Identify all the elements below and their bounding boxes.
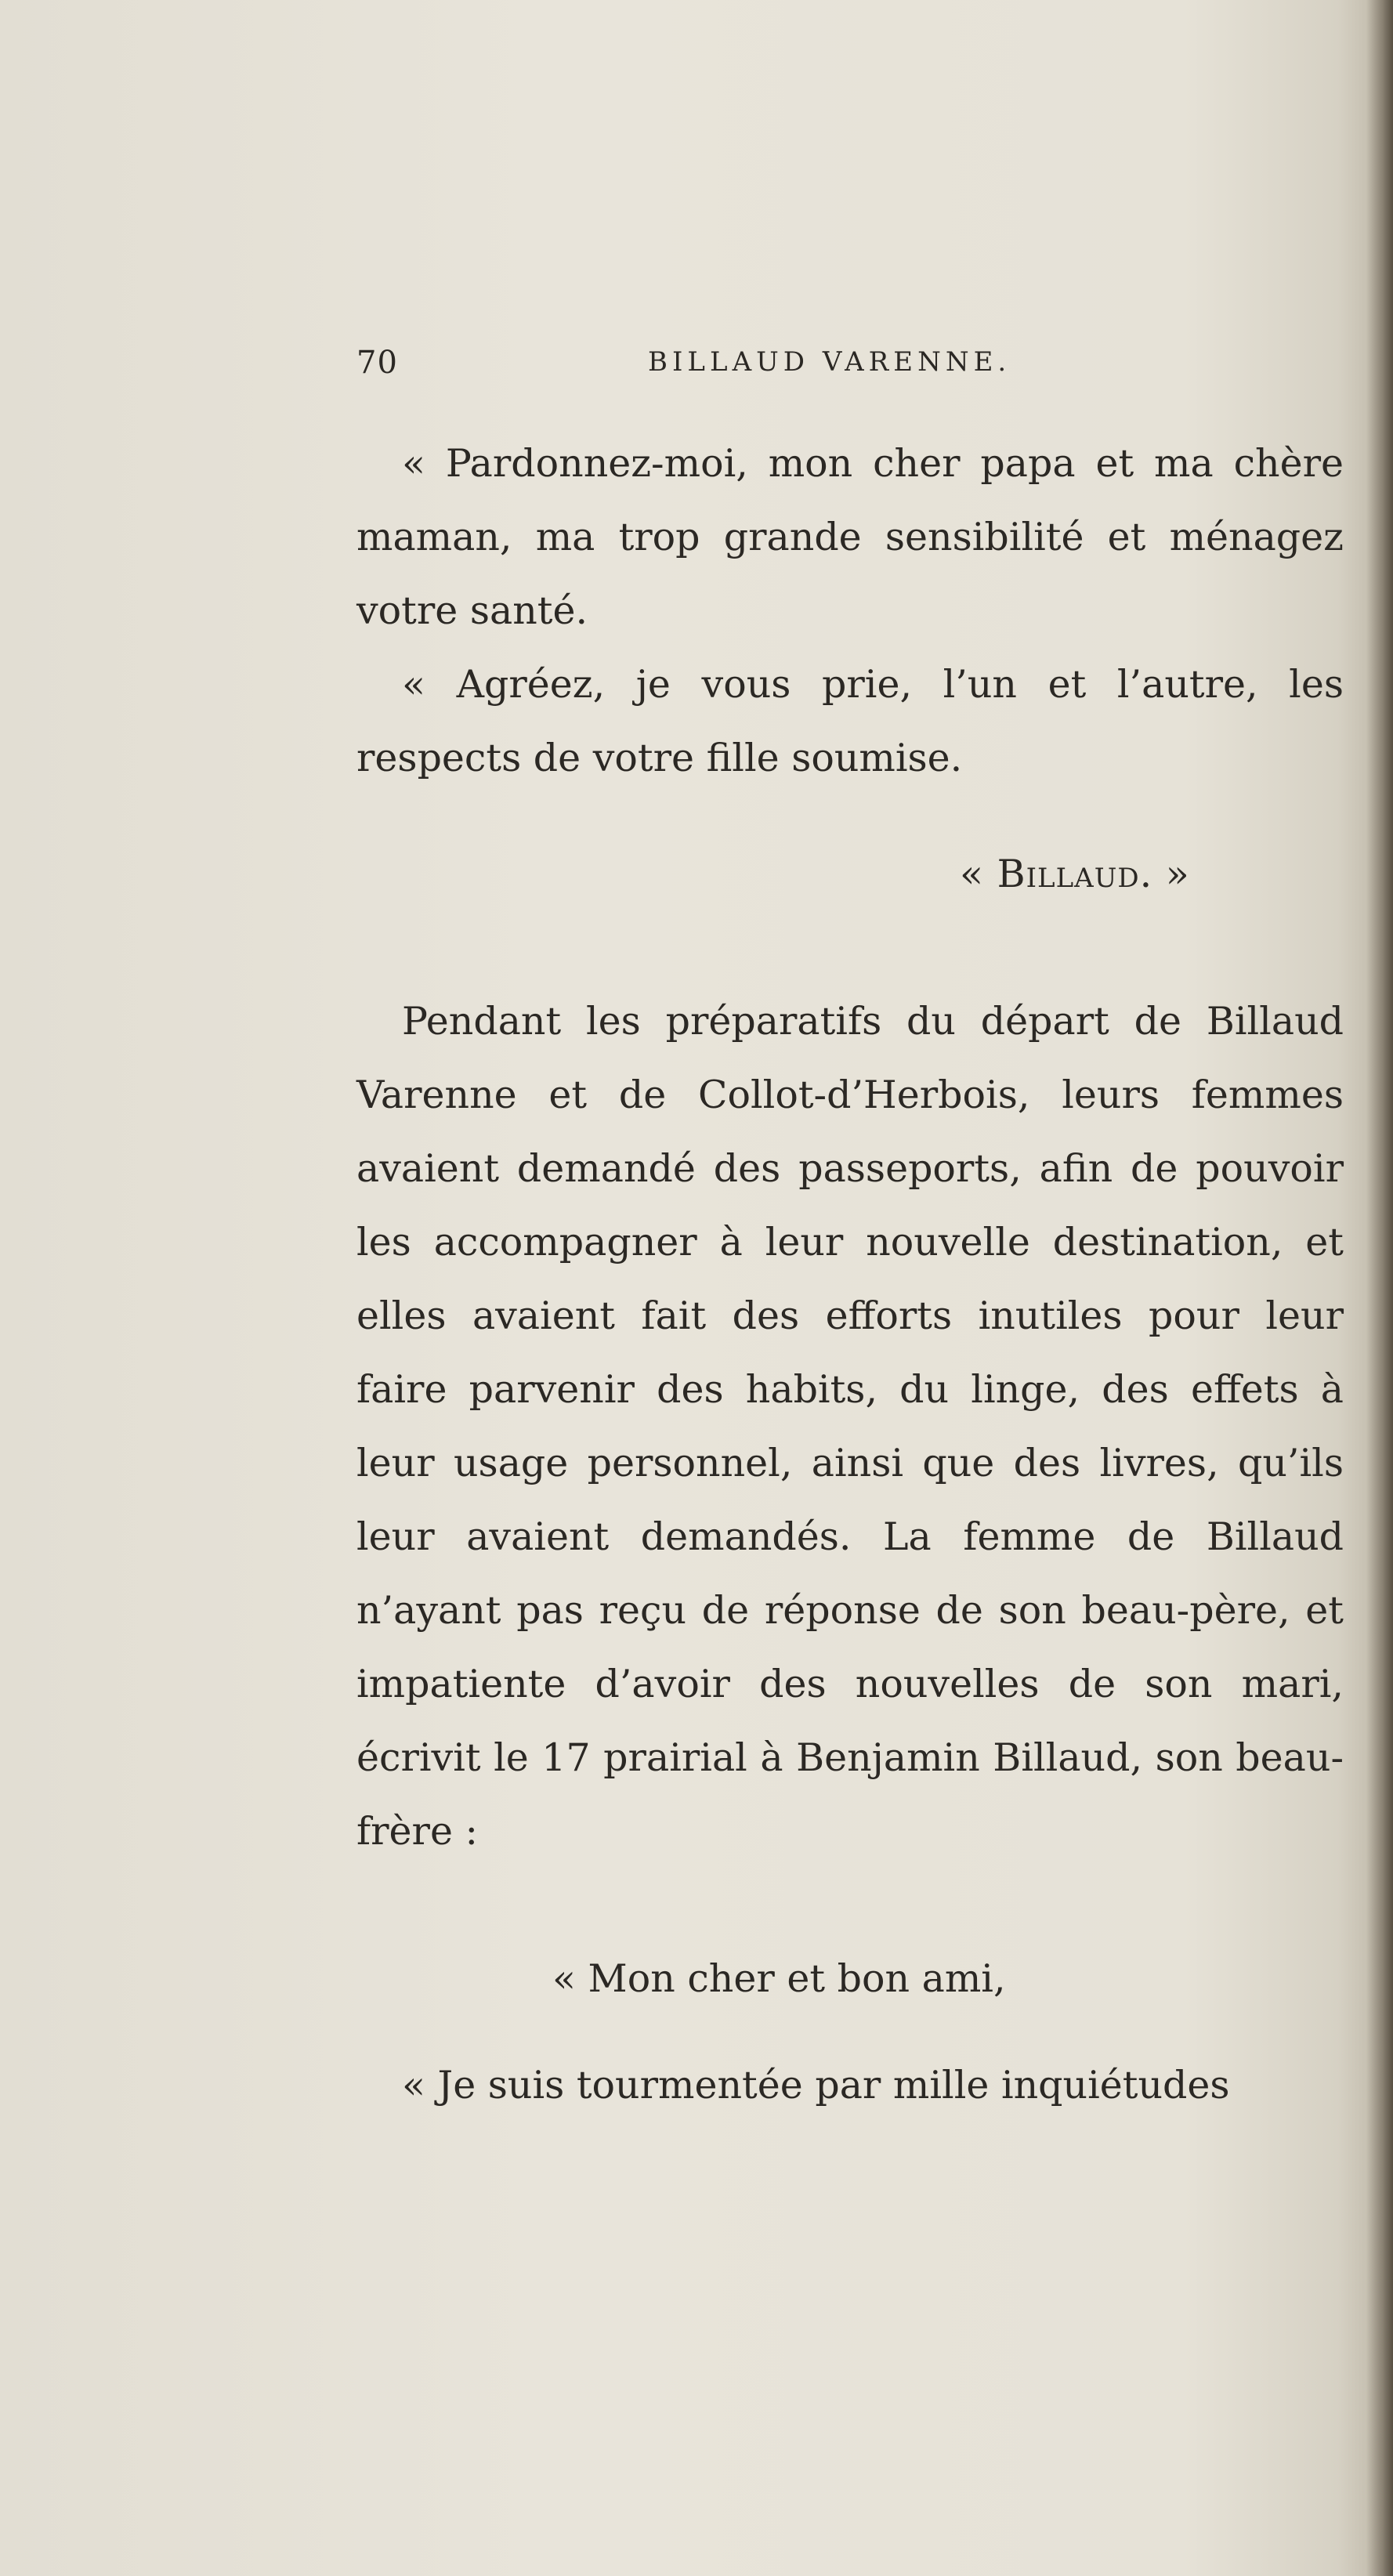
paragraph-letter-closing: « Pardonnez-moi, mon cher papa et ma chère maman, ma trop grande sensibilité et ménagez votre santé. [356, 441, 1344, 633]
page-body [356, 427, 1344, 2122]
paragraph-narrative: Pendant les préparatifs du départ de Billaud Varenne et de Collot-d’Herbois, leurs femmes avaient demandé des passeports, afin de pouvoir les accompagner à leur nouvelle destination, et elles avaient fait des efforts inutiles pour leur faire parvenir des habits, du linge, des effets à leur usage personnel, ainsi que des livres, qu’ils leur avaient demandés. La femme de Billaud n’ayant pas reçu de réponse de son beau-père, et impatiente d’avoir des nouvelles de son mari, écrivit le 17 prairial à Benjamin Billaud, son beau-frère : [356, 999, 1344, 1854]
paragraph-letter-start: « Je suis tourmentée par mille inquiétudes [402, 2063, 1230, 2107]
signature-close-quote: » [1152, 852, 1190, 896]
page-header [356, 345, 1344, 392]
page-number: 70 [356, 345, 398, 381]
signature-name: Billaud. [997, 852, 1153, 896]
letter-salutation: « Mon cher et bon ami, [552, 1956, 1006, 2001]
signature-open-quote: « [960, 852, 997, 896]
page-edge-shadow [1366, 0, 1393, 2576]
running-head: BILLAUD VARENNE. [648, 346, 1011, 378]
paragraph-letter-regards: « Agréez, je vous prie, l’un et l’autre, les respects de votre fille soumise. [356, 662, 1344, 780]
letter-signature [356, 838, 1344, 911]
